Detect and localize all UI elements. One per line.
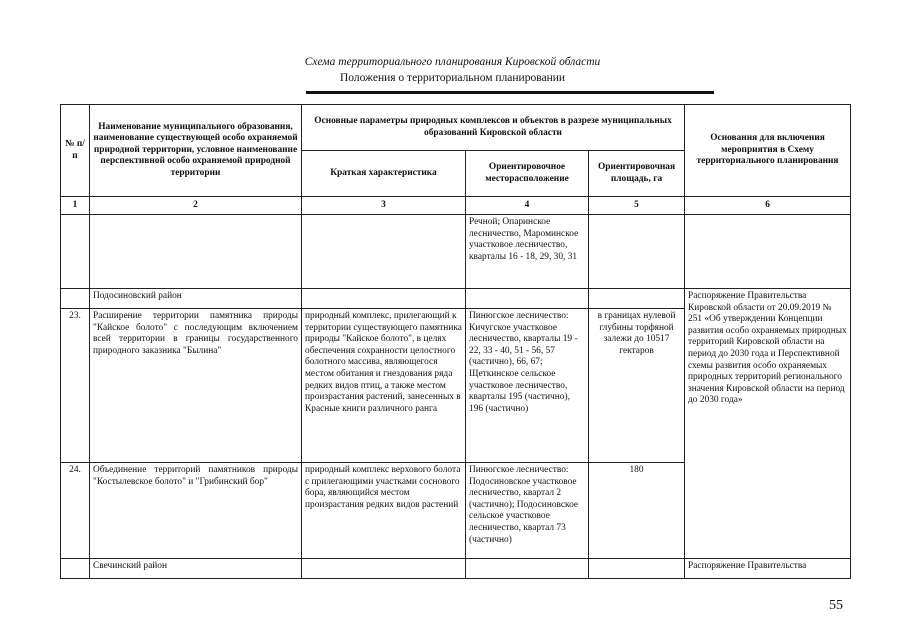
row-number: 24. bbox=[61, 463, 90, 559]
object-characteristic: природный комплекс верхового болота с прилегающими участками соснового бора, являющийся местом произрастания редких видов растений bbox=[302, 463, 466, 559]
page-number: 55 bbox=[829, 598, 843, 613]
object-location: Пинюгское лесничество: Подосиновское участковое лесничество, квартал 2 (частично); Подосиновское сельское участковое лесничество, квартал 73 (частично) bbox=[466, 463, 589, 559]
basis-text: Распоряжение Правительства Кировской области от 20.09.2019 № 251 «Об утверждении Концепции развития особо охраняемых природных территорий Кировской области на период до 2030 года и Перспективной схемы развития особо охраняемых природных территорий регионального значения Кировской области на период до 2030 года» bbox=[685, 289, 851, 559]
district-name: Свечинский район bbox=[90, 559, 302, 579]
header-location: Ориентировочное месторасположение bbox=[466, 151, 589, 197]
header-num: № п/п bbox=[61, 105, 90, 197]
header-basis: Основания для включения мероприятия в Схему территориального планирования bbox=[685, 105, 851, 197]
district-name: Подосиновский район bbox=[90, 289, 302, 309]
table-row bbox=[61, 215, 851, 289]
basis-text: Распоряжение Правительства bbox=[685, 559, 851, 579]
district-row bbox=[61, 289, 851, 309]
header-rule bbox=[306, 91, 714, 94]
col-number-5: 5 bbox=[589, 197, 685, 215]
header-characteristic: Краткая характеристика bbox=[302, 151, 466, 197]
header-params-group: Основные параметры природных комплексов и объектов в разрезе муниципальных образований Кировской области bbox=[302, 105, 685, 151]
table-header-row bbox=[61, 105, 851, 151]
row-number: 23. bbox=[61, 309, 90, 463]
column-number-row bbox=[61, 197, 851, 215]
col-number-4: 4 bbox=[466, 197, 589, 215]
document-title: Схема территориального планирования Кировской области bbox=[304, 56, 601, 68]
col-number-3: 3 bbox=[302, 197, 466, 215]
col-number-2: 2 bbox=[90, 197, 302, 215]
document-subtitle: Положения о территориальном планировании bbox=[339, 72, 566, 84]
object-area: в границах нулевой глубины торфяной залежи до 10517 гектаров bbox=[589, 309, 685, 463]
cont-location: Речной; Опаринское лесничество, Мароминское участковое лесничество, кварталы 16 - 18, 29, 30, 31 bbox=[466, 215, 589, 289]
planning-table bbox=[60, 104, 851, 579]
district-row bbox=[61, 559, 851, 579]
object-location: Пинюгское лесничество: Кичугское участковое лесничество, кварталы 19 - 22, 33 - 40, 51 - 56, 57 (частично), 66, 67; Щеткинское сельское участковое лесничество, кварталы 195 (частично), 196 (частично) bbox=[466, 309, 589, 463]
object-area: 180 bbox=[589, 463, 685, 559]
header-name: Наименование муниципального образования, наименование существующей особо охраняемой природной территории, условное наименование перспективной особо охраняемой природной территории bbox=[90, 105, 302, 197]
col-number-6: 6 bbox=[685, 197, 851, 215]
object-characteristic: природный комплекс, прилегающий к территории существующего памятника природы "Кайское болото", в целях обеспечения сохранности целостного болотного массива, являющегося местом обитания и гнездования ряда редких видов птиц, а также местом произрастания растений, занесенных в Красные книги различного ранга bbox=[302, 309, 466, 463]
object-name: Объединение территорий памятников природы "Костылевское болото" и "Грибинский бор" bbox=[90, 463, 302, 559]
header-area: Ориентировочная площадь, га bbox=[589, 151, 685, 197]
object-name: Расширение территории памятника природы "Кайское болото" с последующим включением всей территории в границы государственного природного заказника "Былина" bbox=[90, 309, 302, 463]
col-number-1: 1 bbox=[61, 197, 90, 215]
